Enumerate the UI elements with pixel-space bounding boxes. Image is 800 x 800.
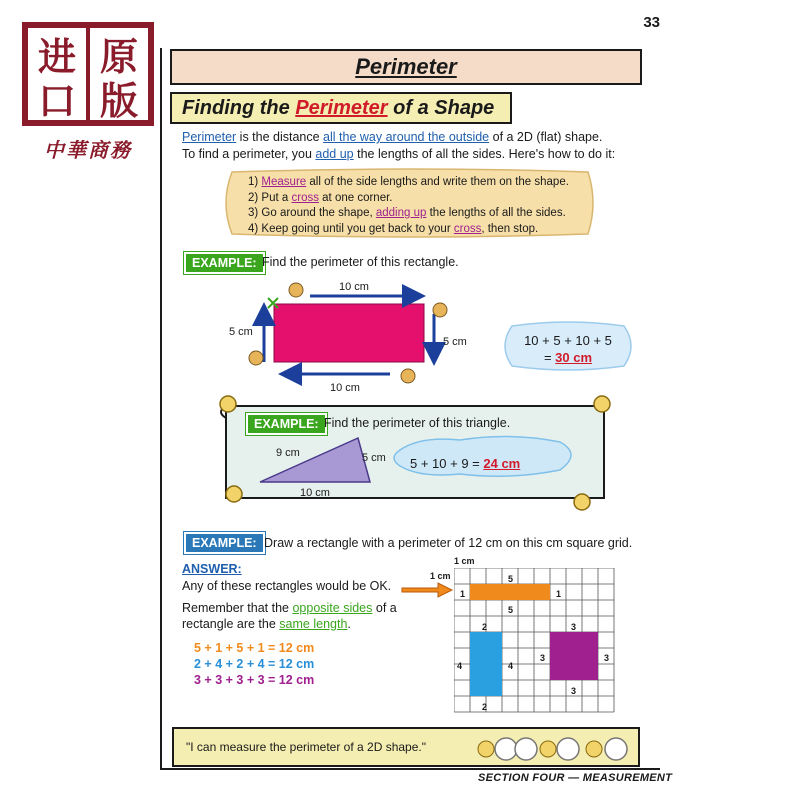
rect-answer-line: = 30 cm xyxy=(543,350,593,365)
purple-rectangle xyxy=(550,632,598,680)
pin-icon xyxy=(220,396,236,412)
grid-label: 3 xyxy=(571,686,577,696)
thumbs-up-icon xyxy=(478,741,494,757)
rect-top-label: 10 cm xyxy=(339,281,369,293)
rect-bottom-label: 10 cm xyxy=(330,382,360,394)
triangle-sum: 5 + 10 + 9 = 24 cm xyxy=(410,456,521,471)
pink-rectangle xyxy=(274,304,424,362)
equation-orange: 5 + 1 + 5 + 1 = 12 cm xyxy=(194,641,315,655)
orange-rectangle xyxy=(470,584,550,600)
thumbs-sideways-icon xyxy=(540,741,556,757)
example-tag: EXAMPLE: xyxy=(184,532,265,554)
tick-circle-icon[interactable] xyxy=(605,738,627,760)
pin-icon xyxy=(226,486,242,502)
section-heading-text: Finding the Perimeter of a Shape xyxy=(182,96,495,119)
self-check-box xyxy=(172,727,640,767)
page-frame-bottom xyxy=(160,768,660,770)
step-item: 4) Keep going until you get back to your cross, then stop. xyxy=(248,222,539,235)
helper-figure-icon xyxy=(433,303,447,317)
grid-label: 1 xyxy=(556,589,562,599)
triangle-side-b: 5 cm xyxy=(362,452,386,464)
logo-char: 版 xyxy=(99,79,139,123)
steps-scroll xyxy=(222,168,598,238)
page-frame-left xyxy=(160,48,162,770)
page-number: 33 xyxy=(643,14,660,31)
grid-label: 3 xyxy=(604,653,610,663)
step-item: 3) Go around the shape, adding up the lengths of all the sides. xyxy=(248,207,566,219)
grid-label: 3 xyxy=(571,622,577,632)
remember-line-1: Remember that the opposite sides of a xyxy=(182,601,397,615)
triangle-side-c: 10 cm xyxy=(300,487,330,499)
example-tag: EXAMPLE: xyxy=(184,252,265,274)
grid-label: 4 xyxy=(457,661,463,671)
page-title-bar xyxy=(170,49,642,85)
example-2-text: Find the perimeter of this triangle. xyxy=(324,416,511,430)
grid-label: 1 xyxy=(460,589,466,599)
self-check-statement: "I can measure the perimeter of a 2D shape." xyxy=(186,740,426,754)
tick-circle-icon[interactable] xyxy=(495,738,517,760)
pin-icon xyxy=(594,396,610,412)
cm-grid xyxy=(454,568,630,718)
logo-char: 进 xyxy=(37,35,77,79)
cross-mark xyxy=(268,298,278,308)
thumbs-down-icon xyxy=(586,741,602,757)
rect-sum: 10 + 5 + 10 + 5 xyxy=(524,333,612,348)
section-heading xyxy=(170,92,512,124)
pin-icon xyxy=(574,494,590,510)
grid-cm-side-label: 1 cm xyxy=(430,571,451,581)
answer-label: ANSWER: xyxy=(182,562,242,576)
page-title: Perimeter xyxy=(355,54,457,79)
rect-right-label: 5 cm xyxy=(443,336,467,348)
logo-char: 口 xyxy=(37,79,77,123)
intro-paragraph xyxy=(182,129,652,163)
equation-blue: 2 + 4 + 2 + 4 = 12 cm xyxy=(194,657,315,671)
step-item: 2) Put a cross at one corner. xyxy=(248,191,393,204)
blue-rectangle xyxy=(470,632,502,696)
pointer-arrow xyxy=(400,582,454,598)
tick-circle-icon[interactable] xyxy=(515,738,537,760)
self-check-icons xyxy=(470,735,636,763)
example-tag: EXAMPLE: xyxy=(246,413,327,435)
grid-label: 3 xyxy=(540,653,546,663)
helper-figure-icon xyxy=(401,369,415,383)
remember-line-2: rectangle are the same length. xyxy=(182,617,351,631)
equation-purple: 3 + 3 + 3 + 3 = 12 cm xyxy=(194,673,315,687)
section-footer: SECTION FOUR — MEASUREMENT xyxy=(478,772,673,784)
triangle-side-a: 9 cm xyxy=(276,447,300,459)
grid-label: 2 xyxy=(482,622,488,632)
grid-label: 4 xyxy=(508,661,514,671)
tick-circle-icon[interactable] xyxy=(557,738,579,760)
grid-cm-top-label: 1 cm xyxy=(454,556,475,566)
helper-figure-icon xyxy=(249,351,263,365)
helper-figure-icon xyxy=(289,283,303,297)
answer-line: Any of these rectangles would be OK. xyxy=(182,579,392,593)
example-1-text: Find the perimeter of this rectangle. xyxy=(262,255,459,269)
steps-list xyxy=(248,175,569,237)
intro-line-1: Perimeter is the distance all the way around the outside of a 2D (flat) shape. xyxy=(182,130,603,144)
publisher-caption: 中華商務 xyxy=(44,138,132,162)
example-3-text: Draw a rectangle with a perimeter of 12 cm on this cm square grid. xyxy=(264,536,633,550)
rect-left-label: 5 cm xyxy=(229,326,253,338)
grid-label: 5 xyxy=(508,574,514,584)
intro-line-2: To find a perimeter, you add up the lengths of all the sides. Here's how to do it: xyxy=(182,147,616,161)
rectangle-diagram xyxy=(230,280,460,390)
publisher-logo xyxy=(22,22,154,126)
logo-char: 原 xyxy=(99,35,139,79)
step-item: 1) Measure all of the side lengths and write them on the shape. xyxy=(248,176,569,188)
grid-label: 5 xyxy=(508,605,514,615)
grid-label: 2 xyxy=(482,702,488,712)
